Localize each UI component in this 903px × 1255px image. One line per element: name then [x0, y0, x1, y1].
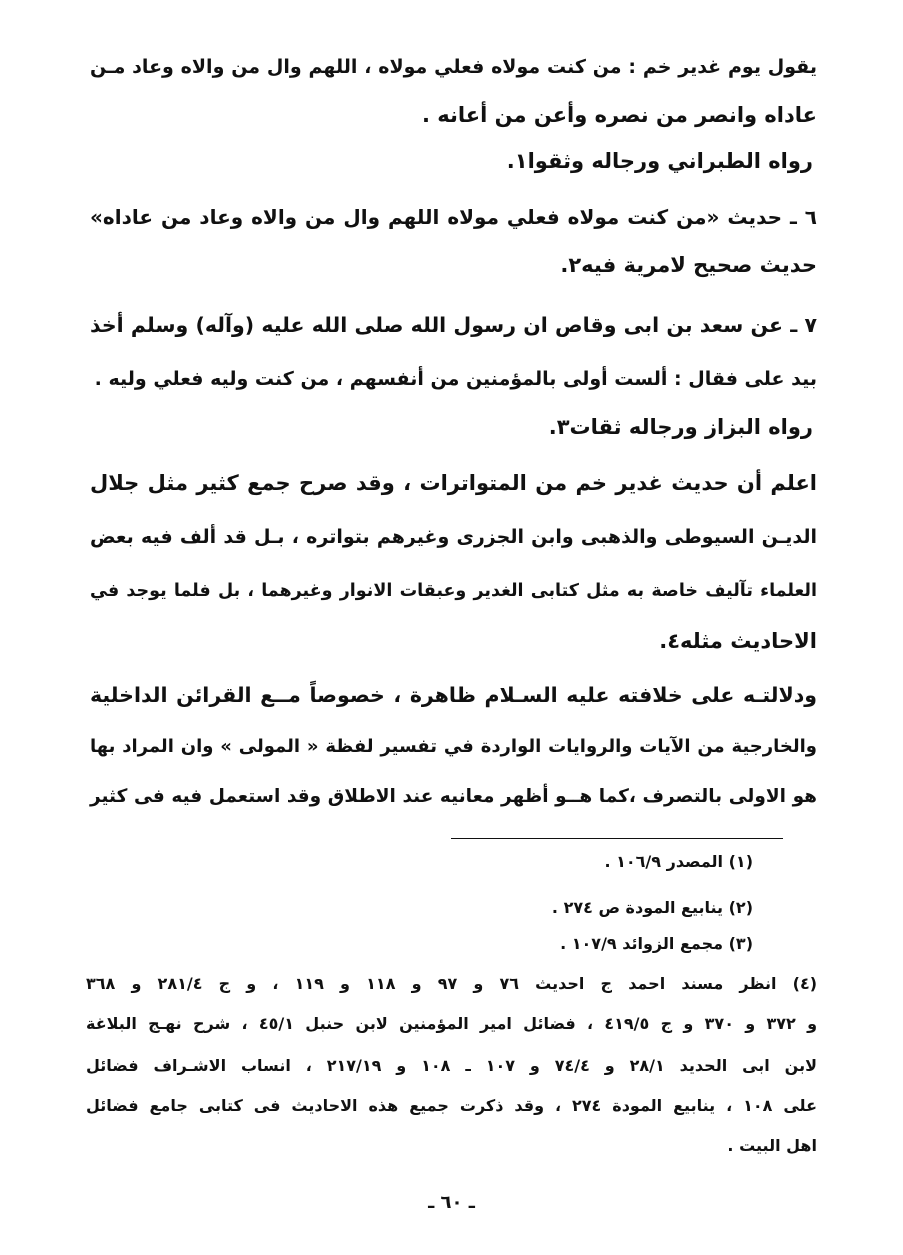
- body-line-15: هو الاولى بالتصرف ،كما هــو أظهر معانيه عند الاطلاق وقد استعمل فيه فى كثير: [90, 786, 817, 807]
- body-line-12: الاحاديث مثله٤.: [659, 629, 817, 653]
- footnote-separator: [451, 838, 783, 839]
- body-line-10: الديـن السيوطى والذهبى وابن الجزرى وغيرهم بتواتره ، بـل قد ألف فيه بعض: [90, 526, 817, 548]
- footnote-4-line-5: اهل البيت .: [727, 1136, 817, 1155]
- body-line-1: يقول يوم غدير خم : من كنت مولاه فعلي مولاه ، اللهم وال من والاه وعاد مـن: [90, 56, 817, 78]
- body-line-8: رواه البزاز ورجاله ثقات٣.: [548, 415, 813, 439]
- body-line-9: اعلم أن حديث غدير خم من المتواترات ، وقد صرح جمع كثير مثل جلال: [90, 471, 817, 495]
- footnote-4-line-4: على ١٠٨ ، ينابيع المودة ٢٧٤ ، وقد ذكرت جميع هذه الاحاديث فى كتابى جامع فضائل: [86, 1096, 818, 1115]
- body-line-5: حديث صحيح لامرية فيه٢.: [560, 253, 817, 277]
- body-line-14: والخارجية من الآيات والروايات الواردة في تفسير لفظة « المولى » وان المراد بها: [90, 736, 817, 757]
- footnote-3: (٣) مجمع الزوائد ١٠٧/٩ .: [560, 934, 753, 953]
- body-line-13: ودلالتـه على خلافته عليه السـلام ظاهرة ، خصوصاً مــع القرائن الداخلية: [90, 683, 817, 707]
- body-line-3: رواه الطبراني ورجاله وثقوا١.: [506, 149, 813, 173]
- footnote-2: (٢) ينابيع المودة ص ٢٧٤ .: [551, 898, 753, 917]
- body-line-7: بيد على فقال : ألست أولى بالمؤمنين من أنفسهم ، من كنت وليه فعلي وليه .: [94, 368, 817, 390]
- body-line-4: ٦ ـ حديث «من كنت مولاه فعلي مولاه اللهم وال من والاه وعاد من عاداه»: [90, 205, 817, 229]
- page-number: ـ ٦٠ ـ: [428, 1192, 475, 1213]
- body-line-11: العلماء تآليف خاصة به مثل كتابى الغدير وعبقات الانوار وغيرهما ، بل فلما يوجد في: [90, 581, 817, 601]
- footnote-1: (١) المصدر ١٠٦/٩ .: [604, 852, 753, 871]
- body-line-6: ٧ ـ عن سعد بن ابى وقاص ان رسول الله صلى الله عليه (وآله) وسلم أخذ: [90, 313, 817, 337]
- footnote-4-line-3: لابن ابى الحديد ٢٨/١ و ٧٤/٤ و ١٠٧ ـ ١٠٨ و ٢١٧/١٩ ، انساب الاشـراف فضائل: [86, 1056, 817, 1075]
- body-line-2: عاداه وانصر من نصره وأعن من أعانه .: [421, 103, 817, 127]
- footnote-4-line-1: (٤) انظر مسند احمد ج احديث ٧٦ و ٩٧ و ١١٨ و ١١٩ ، و ج ٢٨١/٤ و ٣٦٨: [86, 974, 818, 993]
- footnote-4-line-2: و ٣٧٢ و ٣٧٠ و ج ٤١٩/٥ ، فضائل امير المؤمنين لابن حنبل ٤٥/١ ، شرح نهـج البلاغة: [86, 1014, 818, 1033]
